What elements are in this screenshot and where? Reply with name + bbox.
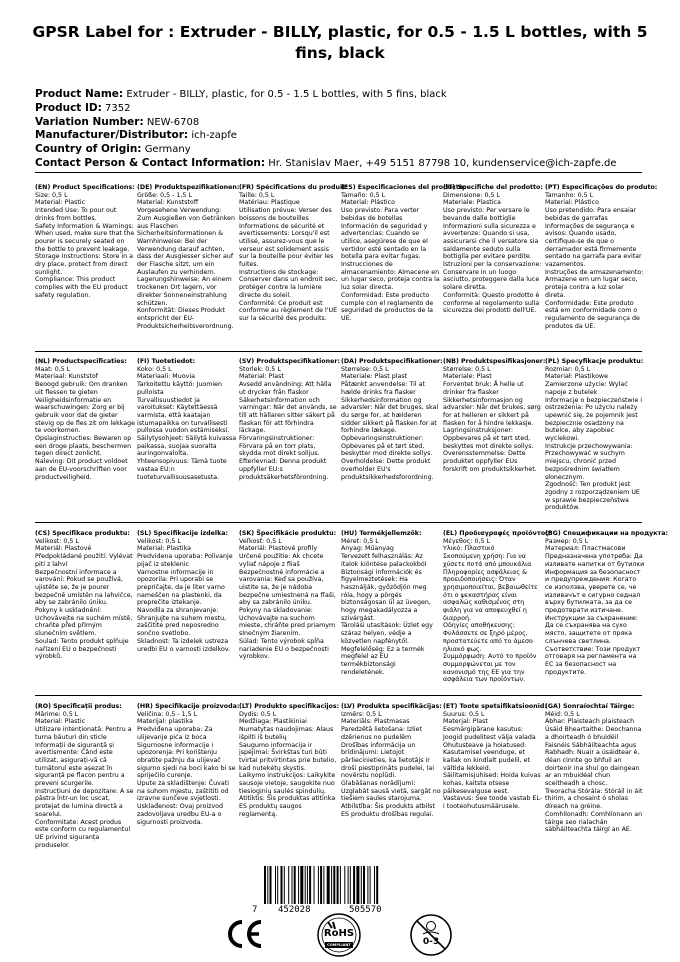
manufacturer-value: ich-zapfe [191, 130, 237, 142]
spec-text: Mărime: 0,5 L Material: Plastic Utilizare intenționată: Pentru a turna băuturi din sticle Informații de siguranță și avertismente: Când este utilizat, asigurați-vă că turnătorul este așezat în siguranță pe flacon pentru a preveni scurgerile. Instrucțiuni de depozitare: A se păstra într-un loc uscat, protejat de lumina directă a soarelui. Conformitate: Acest produs este conform cu regulamentul UE privind siguranța produselor. [35, 710, 134, 849]
spec-block [545, 703, 645, 853]
spec-text: Tamanho: 0,5 L Material: Plástico Uso pretendido: Para ensaiar bebidas de garrafas Informações de segurança e avisos: Quando usado, certifique-se de que o derramador está firmemente sentado na garrafa para evitar vazamentos. Instruções de armazenamento: Armazene em um lugar seco, proteja contra a luz solar direta. Conformidade: Este produto está em conformidade com o regulamento de segurança de produtos da UE. [545, 191, 644, 330]
spec-heading: (DE) Produktspezifikationen: [137, 184, 240, 191]
divider [35, 695, 642, 696]
contact-value: Hr. Stanislav Maer, +49 5151 87798 10, kundenservice@ich-zapfe.de [268, 157, 617, 169]
barcode-bar [344, 866, 345, 904]
spec-block [35, 530, 135, 693]
spec-text: Size: 0,5 L Material: Plastic Intended Use: To pour out drinks from bottles. Safety Information & Warnings: When used, make sure that the pourer is securely seated on the bottle to prevent leakage. Storage Instructions: Store in a dry place, protect from direct sunlight. Compliance: This product complies with the EU product safety regulation. [35, 191, 135, 299]
barcode-right-group: 505570 [349, 905, 382, 915]
variation-label: Variation Number: [35, 115, 144, 128]
spec-heading: (FR) Spécifications du produit: [239, 184, 348, 191]
spec-heading: (NB) Produktspesifikasjoner: [443, 358, 546, 365]
barcode-bar [361, 866, 362, 904]
barcode-bar [318, 866, 319, 904]
barcode-bar [350, 866, 351, 904]
spec-block [137, 530, 237, 693]
barcode-bar [292, 866, 293, 904]
barcode-bar [307, 866, 308, 904]
barcode-bar [284, 866, 285, 904]
spec-block [239, 530, 339, 693]
spec-text: Größe: 0,5 - 1,5 L Material: Kunststoff Vorgesehene Verwendung: Zum Ausgießen von Getränken aus Flaschen Sicherheitsinformationen & Warnhinweise: Bei der Verwendung darauf achten, dass der Ausgiesser sicher auf der Flasche sitzt, um ein Auslaufen zu verhindern. Lagerungshinweise: An einem trockenen Ort lagern, vor direkter Sonneneinstrahlung schützen. Konformität: Dieses Produkt entspricht der EU-Produktsicherheitsverordnung. [137, 191, 235, 330]
barcode-bar [298, 866, 299, 904]
spec-block [443, 358, 546, 520]
spec-heading: (RO) Specificații produs: [35, 703, 122, 710]
product-name-label: Product Name: [35, 88, 124, 100]
barcode-left-group: 452028 [278, 905, 311, 915]
spec-heading: (EL) Προδιαγραφές προϊόντος: [443, 530, 552, 537]
manufacturer-row [35, 129, 655, 143]
spec-text: Izmērs: 0,5 L Materiāls: Plastmasas Paredzētā lietošana: Izliet dzērienus no pudelēm Drošības informācija un brīdinājumi: Lietojot pārliecinieties, ka lietotājs ir droši piestiprināts pudelei, lai novērstu noplūdi. Glabāšanas norādījumi: Uzglabāt sausā vietā, sargāt no tiešiem saules starojuma. Atbilstība: Šis produkts atbilst ES produktu drošības regulai. [341, 710, 441, 818]
spec-heading: (GA) Sonraíochtaí Táirge: [545, 703, 635, 710]
spec-text: Dydis: 0,5 L Medžiaga: Plastikiniai Numatytas naudojimas: Alaus išpilti iš butelių Saugumo informacija ir įspėjimai: Švirkštas turi būti tvirtai pritvirtintas prie butelio, kad nutekėtų skystis. Laikymo instrukcijos: Laikykite sausoje vietoje, saugokite nuo tiesioginių saulės spindulių. Atitiktis: Šis produktas atitinka ES produktų saugos reglamentą. [239, 710, 337, 818]
barcode-bar [370, 866, 371, 904]
spec-block [341, 530, 441, 693]
ce-mark-icon [223, 912, 267, 956]
spec-heading: (EN) Product Specifications: [35, 184, 135, 191]
spec-block [137, 184, 240, 348]
spec-text: Størrelse: 0,5 L Materiale: Plast Forventet bruk: Å helle ut drinker fra flasker Sikkerhetsinformasjon og advarsler: Når det brukes, sørg for at helleren er sikkert på flasken for å hindre lekkasje. Lagringsinstruksjoner: Oppbevares på et tørt sted, beskyttes mot direkte sollys. Overensstemmelse: Dette produktet oppfyller EUs forskrift om produktsikkerhet. [443, 365, 541, 473]
spec-block [545, 530, 668, 693]
spec-heading: (ES) Especificaciones del producto: [341, 184, 466, 191]
spec-text: Méret: 0,5 L Anyag: Műanyag Tervezett felhasználás: Az italok kiöntése palackokból Biztonsági információk és figyelmeztetések: Ha használják, győződjön meg róla, hogy a pörgés biztonságosan ül az üvegen, hogy megakadályozza a szivárgást. Tárolási utasítások: Üzlet egy száraz helyen, védje a közvetlen napfénytől. Megfelelőség: Ez a termék megfelel az EU termékbiztonsági rendeletének. [341, 537, 433, 676]
spec-block [443, 184, 543, 348]
spec-text: Taille: 0,5 L Matériau: Plastique Utilisation prévue: Verser des boissons de bouteilles Informations de sécurité et avertissements: Lorsqu'il est utilisé, assurez-vous que le verseur est solidement assis sur la bouteille pour éviter les fuites. Instructions de stockage: Conserver dans un endroit sec, protéger contre la lumière directe du soleil. Conformité: Ce produit est conforme au règlement de l'UE sur la sécurité des produits. [239, 191, 338, 322]
spec-heading: (IT) Specifiche del prodotto: [443, 184, 543, 191]
page-title: GPSR Label for : Extruder - BILLY, plastic, for 0.5 - 1.5 L bottles, with 5 fins, black [32, 23, 648, 62]
spec-text: Размер: 0,5 L Материал: Пластмасови Предназначена употреба: Да изливате напитки от бутилки Информация за безопасност и предупреждения: Когато се използва, уверете се, че изливачът е сигурно седнал върху бутилката, за да се предотврати изтичане. Инструкции за съхранение: Да се съхранява на сухо място, защитете от пряка слънчева светлина. Съответствие: Този продукт отговаря на регламента на ЕС за безопасност на продуктите. [545, 537, 645, 676]
spec-text: Veľkosť: 0,5 L Materiál: Plastové profily Určené použitie: Ak chcete vyliať nápoje z fliaš Bezpečnostné informácie a varovania: Keď sa používa, uistite sa, že je nádoba bezpečne umiestnená na fľaši, aby sa zabránilo úniku. Pokyny na skladovanie: Uchovávajte na suchom mieste, chráňte pred priamym slnečným žiarením. Súlad: Tento výrobok spĺňa nariadenie EU o bezpečnosti výrobkov. [239, 537, 336, 661]
barcode-bar [331, 866, 332, 904]
manufacturer-label: Manufacturer/Distributor: [35, 129, 189, 142]
barcode-bar [323, 866, 324, 904]
spec-heading: (BG) Спецификации на продукта: [545, 530, 668, 537]
contact-label: Contact Person & Contact Information: [35, 156, 266, 169]
spec-text: Rozmiar: 0,5 L Materiał: Plastikowe Zamierzone użycie: Wylać napoje z butelek Informacje o bezpieczeństwie i ostrzeżenia: Po użyciu należy upewnić się, że pojemnik jest bezpiecznie osadzony na butelce, aby zapobiec wyciekowi. Instrukcje przechowywania: Przechowywać w suchym miejscu, chronić przed bezpośrednim światłem słonecznym. Zgodność: Ten produkt jest zgodny z rozporządzeniem UE w sprawie bezpieczeństwa produktów. [545, 365, 643, 512]
age-label: 0-3 [422, 937, 440, 947]
spec-text: Velikost: 0,5 L Materiál: Plastové Předpokládané použití: Vylévat pití z lahví Bezpečnostní informace a varování: Pokud se používá, ujistěte se, že je pourer bezpečně umístěn na lahvičce, aby se zabránilo úniku. Pokyny k uskladnění: Uchovávejte na suchém místě, chraňte před přímým slunečním světlem. Soulad: Tento produkt splňuje nařízení EU o bezpečnosti výrobků. [35, 537, 133, 661]
barcode-bar [340, 866, 341, 904]
barcode-bar [270, 866, 272, 904]
spec-block [35, 703, 135, 853]
barcode-bar [275, 866, 276, 904]
product-name-value: Extruder - BILLY, plastic, for 0.5 - 1.5 L bottles, with 5 fins, black [126, 89, 447, 100]
barcode-bar [376, 866, 378, 904]
spec-heading: (ET) Toote spetsifikatsioonid: [443, 703, 547, 710]
barcode-bar [314, 866, 315, 904]
divider [35, 522, 642, 523]
spec-block [545, 184, 658, 348]
variation-value: NEW-6708 [146, 116, 200, 128]
spec-block [137, 703, 240, 853]
spec-heading: (FI) Tuotetiedot: [137, 358, 196, 365]
barcode-bar [320, 866, 322, 904]
barcode-bar [333, 866, 335, 904]
product-id-value: 7352 [105, 102, 131, 114]
origin-label: Country of Origin: [35, 143, 142, 156]
barcode-bar [374, 866, 375, 904]
barcode-bar [309, 866, 311, 904]
spec-text: Storlek: 0,5 L Material: Plast Avsedd användning: Att hälla ut drycker från flaskor Säkerhetsinformation och varningar: När det används, se till att hällaren sitter säkert på flaskan för att förhindra läckage. Förvaringsinstruktioner: Förvara på en torr plats, skydda mot direkt solljus. Efterlevnad: Denna produkt uppfyller EU:s produktsäkerhetsförordning. [239, 365, 337, 481]
spec-heading: (SV) Produktspecifikationer: [239, 358, 340, 365]
barcode-bar [327, 866, 330, 904]
spec-heading: (LT) Produkto specifikacijos: [239, 703, 340, 710]
divider [35, 351, 642, 352]
spec-block [443, 703, 547, 853]
product-info [35, 88, 655, 171]
barcode-bar [348, 866, 349, 904]
spec-heading: (SK) Špecifikácie produktu: [239, 530, 337, 537]
product-id-label: Product ID: [35, 101, 102, 114]
spec-block [545, 358, 645, 520]
not-for-children-icon [408, 912, 454, 956]
spec-text: Dimensione: 0,5 L Materiale: Plastica Uso previsto: Per versare le bevande dalle bottiglie Informazioni sulla sicurezza e avvertenze: Quando si usa, assicurarsi che il versatore sia saldamente seduto sulla bottiglia per evitare perdite. Istruzioni per la conservazione: Conservare in un luogo asciutto, proteggere dalla luce solare diretta. Conformità: Questo prodotto è conforme al regolamento sulla sicurezza dei prodotti dell'UE. [443, 191, 542, 315]
variation-row [35, 116, 655, 130]
spec-heading: (LV) Produkta specifikācijas: [341, 703, 442, 710]
contact-row [35, 157, 655, 171]
spec-text: Veličina: 0,5 - 1,5 L Materijal: plastika Predviđena uporaba: Za ulijevanje pića iz boca Sigurnosne informacije i upozorenja: Pri korištenju obratite pažnju da ulijevač sigurno sjedi na boci kako bi se spriječilo curenje. Upute za skladištenje: Čuvati na suhom mjestu, zaštititi od izravne sunčeve svjetlosti. Usklađenost: Ovaj proizvod zadovoljava uredbu EU-a o sigurnosti proizvoda. [137, 710, 236, 826]
spec-text: Velikost: 0,5 L Material: Plastika Predvidena uporaba: Polivanje pijač iz steklenic Varnostne informacije in opozorila: Pri uporabi se prepričajte, da je liter varno nameščen na plastenki, da preprečite iztekanje. Navodila za shranjevanje: Shranjujte na suhem mestu, zaščitite pred neposredno sončno svetlobo. Skladnost: Ta izdelek ustreza uredbi EU o varnosti izdelkov. [137, 537, 233, 653]
spec-heading: (DA) Produktspecifikationer: [341, 358, 443, 365]
barcode-bar [281, 866, 283, 904]
barcode-bar [356, 866, 359, 904]
origin-value: Germany [144, 144, 191, 156]
spec-block [137, 358, 237, 520]
barcode-bar [353, 866, 355, 904]
barcode-bar [337, 866, 339, 904]
rohs-compliant-label: COMPLIANT [327, 943, 351, 947]
spec-heading: (HU) Termékjellemzők: [341, 530, 422, 537]
spec-block [341, 703, 441, 853]
barcode-bar [267, 866, 268, 904]
spec-block [35, 184, 135, 348]
spec-block [443, 530, 552, 693]
barcode [262, 866, 422, 908]
rohs-label: RoHS [323, 928, 355, 939]
spec-block [239, 703, 339, 853]
spec-block [239, 358, 339, 520]
spec-text: Tamaño: 0,5 L Material: Plástico Uso previsto: Para verter bebidas de botellas Información de seguridad y advertencias: Cuando se utilice, asegúrese de que el vertidor esté sentado en la botella para evitar fugas. Instrucciones de almacenamiento: Almacene en un lugar seco, proteja contra la luz solar directa. Conformidad: Este producto cumple con el reglamento de seguridad de productos de la UE. [341, 191, 440, 322]
spec-block [35, 358, 135, 520]
spec-heading: (PT) Especificações do produto: [545, 184, 658, 191]
barcode-bar [367, 866, 368, 904]
spec-text: Koko: 0,5 L Materiaali: Muovia Tarkoitettu käyttö: Juomien pulloista Turvallisuustiedot ja varoitukset: Käytettäessä varmista, että kaatajan istumapaikka on turvallisesti pullossa vuodon estämiseksi. Säilytysohjeet: Säilytä kuivassa paikassa, suojaa suoralta auringonvalolta. Yhteensopivuus: Tämä tuote vastaa EU:n tuoteturvallisuusasetusta. [137, 365, 237, 481]
divider [35, 172, 642, 173]
barcode-bar [305, 866, 306, 904]
barcode-bar [294, 866, 296, 904]
product-name-row [35, 88, 655, 102]
spec-heading: (PL) Specyfikacje produktu: [545, 358, 644, 365]
barcode-bar [300, 866, 303, 904]
spec-text: Μέγεθος: 0,5 L Υλικό: Πλαστικό Σκοπούμενη χρήση: Για να χύσετε ποτά από μπουκάλια Πληροφορίες ασφάλειας & προειδοποιήσεις: Όταν χρησιμοποιείται, βεβαιωθείτε ότι ο ψεκαστήρας είναι ασφαλώς καθισμένος στη φιάλη για να αποφευχθεί η διαρροή. Οδηγίες αποθήκευσης: Φυλάσσετε σε ξηρό μέρος, προστατεύετε από το άμεσο ηλιακό φως. Συμμόρφωση: Αυτό το προϊόν συμμορφώνεται με τον κανονισμό της ΕΕ για την ασφάλεια των προϊόντων. [443, 537, 538, 684]
barcode-bar [288, 866, 289, 904]
barcode-bar [277, 866, 278, 904]
rohs-compliant-icon [316, 912, 362, 956]
spec-block [341, 358, 441, 520]
barcode-first-digit: 7 [252, 905, 258, 915]
barcode-bar [363, 866, 365, 904]
spec-heading: (NL) Productspecificaties: [35, 358, 127, 365]
spec-block [341, 184, 466, 348]
spec-text: Suurus: 0,5 L Materjal: Plast Eesmärgipärane kasutus: Joogid pudelitest välja valada Ohutusteave ja hoiatused: Kasutamisel veenduge, et kallak on kindlalt pudelil, et vältida lekkeid. Säilitamisjuhised: Hoida kuivas kohas, kaitsta otsese päikesevalguse eest. Vastavus: See toode vastab EL-i tooteohutusmäärusele. [443, 710, 543, 811]
spec-heading: (HR) Specifikacije proizvoda: [137, 703, 240, 710]
spec-block [239, 184, 348, 348]
spec-text: Maat: 0,5 L Materiaal: Kunststof Beoogd gebruik: Om dranken uit flessen te gieten Veiligheidsinformatie en waarschuwingen: Zorg er bij gebruik voor dat de gieter stevig op de fles zit om lekkage te voorkomen. Opslaginstructies: Bewaren op een droge plaats, beschermen tegen direct zonlicht. Naleving: Dit product voldoet aan de EU-voorschriften voor productveiligheid. [35, 365, 135, 481]
spec-text: Størrelse: 0,5 L Materiale: Plast plast Påtænkt anvendelse: Til at hælde drinks fra flasker Sikkerhedsinformation og advarsler: Når det bruges, skal du sørge for, at hælderen sidder sikkert på flasken for at forhindre lækage. Opbevaringsinstruktioner: Opbevares på et tørt sted, beskytter mod direkte sollys. Overholdelse: Dette produkt overholder EU's produktsikkerhedsforordning. [341, 365, 439, 481]
spec-heading: (SL) Specifikacije izdelka: [137, 530, 229, 537]
spec-heading: (CS) Specifikace produktu: [35, 530, 130, 537]
origin-row [35, 143, 655, 157]
spec-text: Méid: 0,5 L Ábhar: Plaisteach plaisteach Úsáid Bheartaithe: Deochanna a dhoirteadh ó bhuidéil Faisnéis Sábháilteachta agus Rabhadh: Nuair a úsáidtear é, déan cinnte go bhfuil an doirteoir ina shuí go daingean ar an mbuidéal chun sceitheadh a chosc. Treoracha Stórála: Stóráil in áit thirim, a chosaint ó sholas díreach na gréine. Comhlíonadh: Comhlíonann an táirge seo rialachán sábháilteachta táirgí an AE. [545, 710, 643, 834]
barcode-bar [264, 866, 266, 904]
product-id-row [35, 102, 655, 116]
